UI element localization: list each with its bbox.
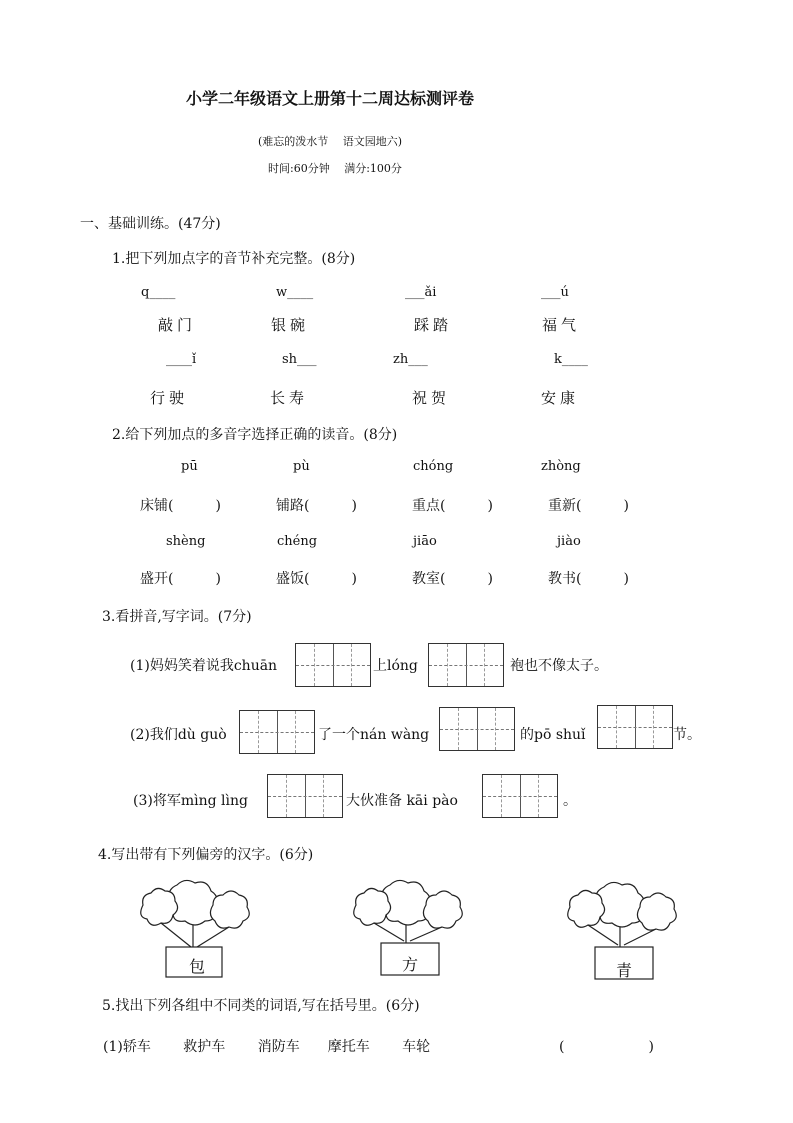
q1-word: 祝贺 [412,389,451,407]
q3-line3-b: 大伙准备 kāi pào [346,793,458,809]
q1-pinyin: w____ [276,285,314,300]
q2-item[interactable]: 盛饭( ) [276,571,357,587]
q1-title: 1.把下列加点字的音节补充完整。(8分) [112,251,356,267]
q3-line2-a: (2)我们dù guò [130,727,227,743]
q3-title: 3.看拼音,写字词。(7分) [102,609,252,625]
q5-line1: (1)轿车 救护车 消防车 摩托车 车轮 [103,1039,431,1055]
q2-pinyin: shèng [166,534,206,549]
q2-pinyin: jiāo [413,534,437,549]
q1-word: 长寿 [270,389,309,407]
q1-pinyin: ___ǎi [405,285,437,300]
q1-pinyin: ____ǐ [166,352,197,367]
q2-pinyin: zhòng [541,459,581,474]
pot-label: 方 [402,955,419,974]
q2-pinyin: chéng [277,534,318,549]
q2-pinyin: jiào [557,534,581,549]
q1-word: 安康 [541,389,580,407]
q2-item[interactable]: 教室( ) [412,571,493,587]
q1-pinyin: sh___ [282,352,317,367]
q1-pinyin: ___ú [541,285,569,300]
q2-title: 2.给下列加点的多音字选择正确的读音。(8分) [112,427,398,443]
q3-line1-b: 上lóng [373,658,418,674]
q2-item[interactable]: 床铺( ) [140,498,221,514]
q2-pinyin: chóng [413,459,454,474]
pot-label: 包 [189,957,206,976]
q3-line1-a: (1)妈妈笑着说我chuān [130,658,278,674]
writing-box[interactable] [428,643,504,687]
q1-word: 行驶 [150,389,189,407]
q1-word: 福气 [542,316,581,334]
q3-line2-b: 了一个nán wàng [318,727,430,743]
page-title: 小学二年级语文上册第十二周达标测评卷 [186,89,475,108]
writing-box[interactable] [482,774,558,818]
q1-pinyin: q____ [141,285,176,300]
q3-line3-c: 。 [563,793,577,809]
q1-pinyin: zh___ [393,352,428,367]
q3-line2-c: 的pō shuǐ [520,727,586,743]
q2-item[interactable]: 重新( ) [548,498,629,514]
time-score: 时间:60分钟 满分:100分 [268,162,402,175]
q1-word: 踩踏 [414,316,453,334]
q4-title: 4.写出带有下列偏旁的汉字。(6分) [98,847,314,863]
page-subtitle: (难忘的泼水节 语文园地六) [258,135,403,148]
q1-word: 敲门 [158,316,197,334]
writing-box[interactable] [267,774,343,818]
q2-item[interactable]: 盛开( ) [140,571,221,587]
q3-line3-a: (3)将军mìng lìng [133,793,248,809]
writing-box[interactable] [295,643,371,687]
writing-box[interactable] [439,707,515,751]
q2-item[interactable]: 教书( ) [548,571,629,587]
q2-item[interactable]: 重点( ) [412,498,493,514]
q2-pinyin: pū [181,459,198,474]
q1-word: 银碗 [271,316,310,334]
q5-title: 5.找出下列各组中不同类的词语,写在括号里。(6分) [102,998,420,1014]
q3-line1-c: 袍也不像太子。 [510,658,608,674]
answer-paren[interactable]: ( ) [559,1039,654,1055]
pot-label: 青 [616,961,633,980]
writing-box[interactable] [597,705,673,749]
q2-item[interactable]: 铺路( ) [276,498,357,514]
section-heading: 一、基础训练。(47分) [80,216,221,232]
writing-box[interactable] [239,710,315,754]
q3-line2-d: 节。 [673,727,701,743]
q1-pinyin: k____ [554,352,588,367]
q2-pinyin: pù [293,459,310,474]
